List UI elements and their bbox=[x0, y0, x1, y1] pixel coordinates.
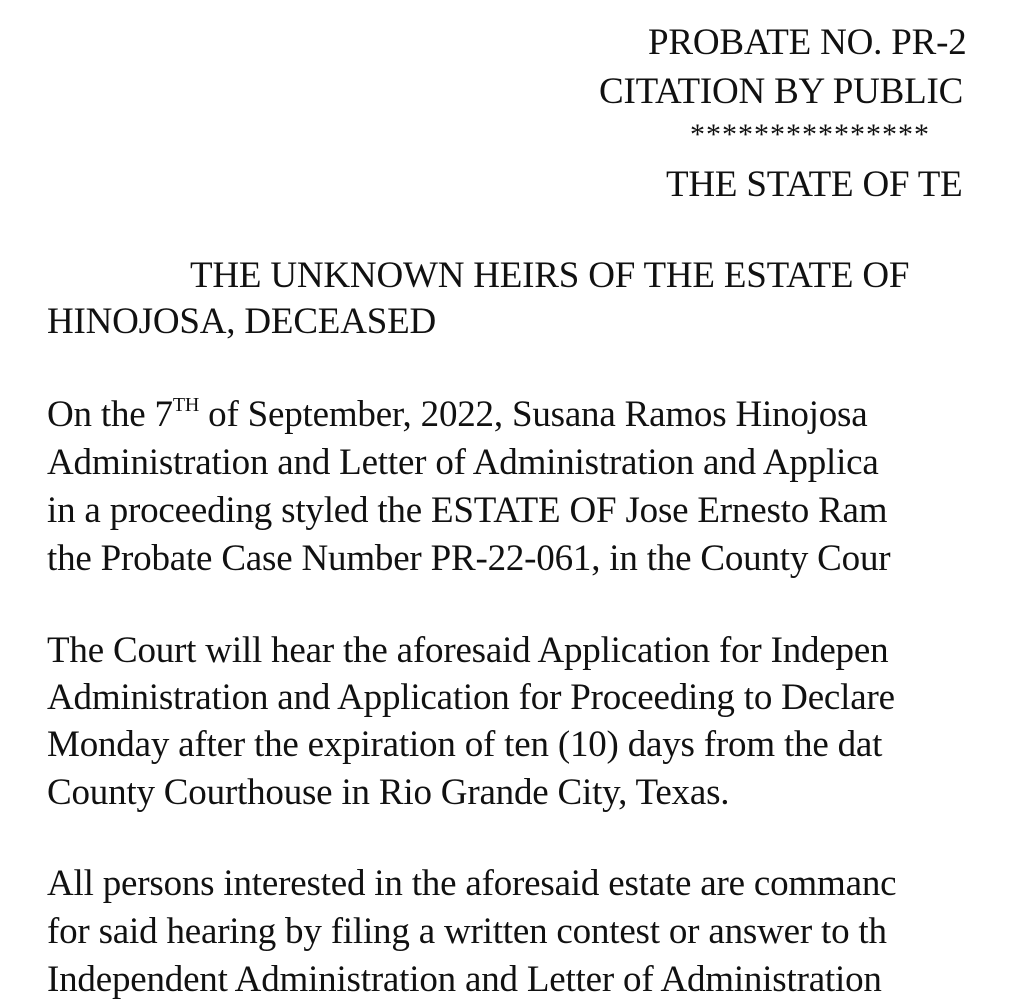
ordinal-superscript: TH bbox=[172, 394, 200, 416]
paragraph-line: The Court will hear the aforesaid Application for Indepen bbox=[47, 630, 889, 671]
citation-title: CITATION BY PUBLIC bbox=[599, 71, 964, 112]
probate-number: PROBATE NO. PR-2 bbox=[648, 22, 967, 63]
paragraph-line: All persons interested in the aforesaid estate are commanc bbox=[47, 863, 897, 904]
paragraph-line: for said hearing by filing a written contest or answer to th bbox=[47, 911, 887, 952]
text-run: of September, 2022, Susana Ramos Hinojosa bbox=[199, 394, 868, 435]
paragraph-line: Independent Administration and Letter of Administration bbox=[47, 959, 882, 1000]
addressee-line-2: HINOJOSA, DECEASED bbox=[47, 301, 437, 342]
paragraph-line bbox=[47, 392, 867, 438]
asterisk-divider: *************** bbox=[690, 118, 930, 151]
paragraph-line: in a proceeding styled the ESTATE OF Jose Ernesto Ram bbox=[47, 490, 888, 531]
paragraph-line: County Courthouse in Rio Grande City, Texas. bbox=[47, 772, 730, 813]
text-run: On the 7 bbox=[47, 394, 173, 435]
paragraph-line: Monday after the expiration of ten (10) days from the dat bbox=[47, 724, 883, 765]
paragraph-line: the Probate Case Number PR-22-061, in the County Cour bbox=[47, 538, 891, 579]
paragraph-line: Administration and Letter of Administration and Applica bbox=[47, 442, 879, 483]
addressee-line-1: THE UNKNOWN HEIRS OF THE ESTATE OF bbox=[190, 255, 910, 296]
state-heading: THE STATE OF TE bbox=[666, 164, 963, 205]
paragraph-line: Administration and Application for Proceeding to Declare bbox=[47, 677, 895, 718]
